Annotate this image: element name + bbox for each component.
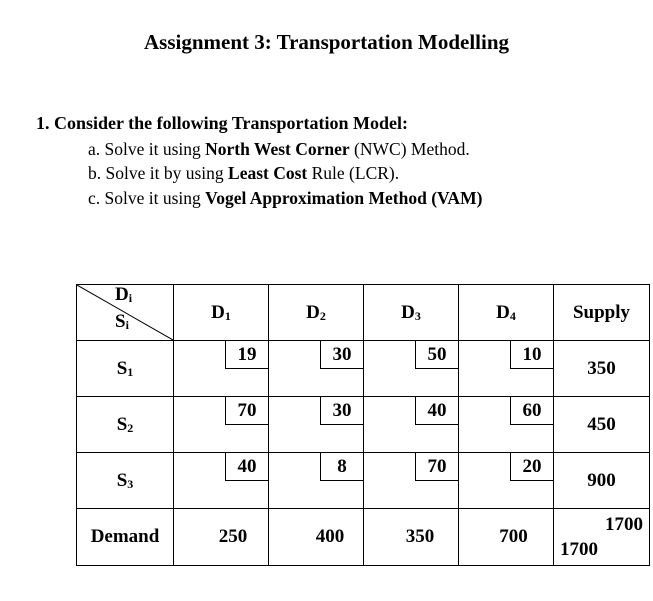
row-label-s2: $S_2$ [77, 397, 174, 453]
header-d3: $D_3$ [364, 285, 459, 341]
header-supply: Supply [554, 285, 650, 341]
question-heading: 1. Consider the following Transportation Model: [36, 113, 409, 133]
part-b-bold: Least Cost [228, 163, 308, 183]
cost-value: 10 [510, 341, 553, 369]
cost-cell [364, 453, 459, 509]
header-d2: $D_2$ [269, 285, 364, 341]
part-c-prefix: c. Solve it using [88, 188, 206, 208]
cost-cell [459, 341, 554, 397]
corner-source-label: $S_i$ [115, 311, 129, 332]
part-a-bold: North West Corner [205, 139, 350, 159]
supply-s3: 900 [554, 453, 650, 509]
corner-destination-label: $D_i$ [115, 284, 133, 305]
row-label-s3: $S_3$ [77, 453, 174, 509]
demand-row [77, 509, 650, 566]
cost-cell [174, 341, 269, 397]
total-supply: 1700 [605, 514, 643, 535]
cost-value: 30 [320, 397, 363, 425]
demand-label: Demand [77, 509, 174, 566]
cost-cell [174, 453, 269, 509]
table-row [77, 397, 650, 453]
supply-s1: 350 [554, 341, 650, 397]
question-part-b [88, 163, 399, 184]
cost-cell [174, 397, 269, 453]
cost-value: 40 [225, 453, 268, 481]
cost-value: 8 [320, 453, 363, 481]
totals-cell [554, 509, 650, 566]
total-demand: 1700 [560, 539, 598, 560]
cost-value: 50 [415, 341, 458, 369]
table-row [77, 453, 650, 509]
header-d1: $D_1$ [174, 285, 269, 341]
cost-value: 19 [225, 341, 268, 369]
cost-value: 30 [320, 341, 363, 369]
part-a-prefix: a. Solve it using [88, 139, 206, 159]
supply-s2: 450 [554, 397, 650, 453]
cost-cell [459, 397, 554, 453]
header-d4: $D_4$ [459, 285, 554, 341]
transportation-table [76, 284, 650, 566]
cost-value: 70 [415, 453, 458, 481]
header-row [77, 285, 650, 341]
row-label-s1: $S_1$ [77, 341, 174, 397]
table-row [77, 341, 650, 397]
cost-value: 20 [510, 453, 553, 481]
part-a-suffix: (NWC) Method. [349, 139, 470, 159]
cost-cell [269, 397, 364, 453]
demand-d3: 350 [364, 509, 459, 566]
part-b-prefix: b. Solve it by using [88, 163, 229, 183]
demand-d4: 700 [459, 509, 554, 566]
cost-value: 70 [225, 397, 268, 425]
cost-cell [459, 453, 554, 509]
corner-cell [77, 285, 174, 341]
part-c-bold: Vogel Approximation Method (VAM) [205, 188, 483, 208]
question-part-a [88, 139, 470, 160]
part-b-suffix: Rule (LCR). [307, 163, 400, 183]
cost-cell [269, 341, 364, 397]
cost-cell [364, 341, 459, 397]
question-part-c [88, 188, 482, 209]
cost-cell [364, 397, 459, 453]
demand-d2: 400 [269, 509, 364, 566]
cost-cell [269, 453, 364, 509]
page-title: Assignment 3: Transportation Modelling [144, 30, 509, 54]
cost-value: 40 [415, 397, 458, 425]
cost-value: 60 [510, 397, 553, 425]
demand-d1: 250 [174, 509, 269, 566]
